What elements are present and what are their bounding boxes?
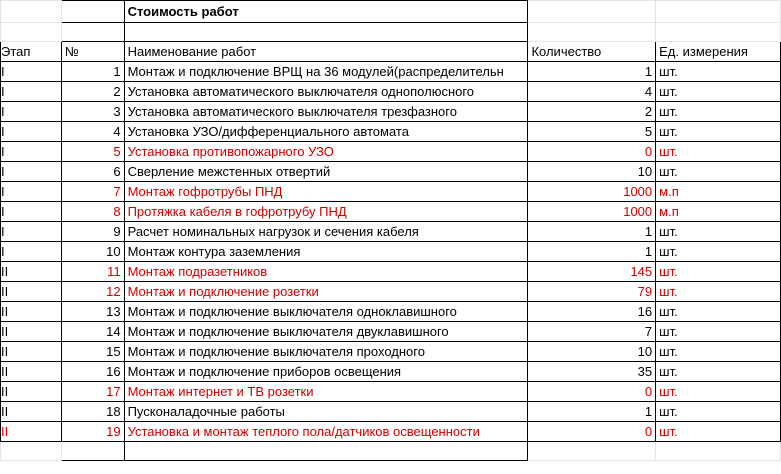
cell-name[interactable]: Монтаж и подключение выключателя одноклавишного (124, 302, 528, 322)
cell-stage[interactable]: I (1, 62, 62, 82)
cell-name[interactable]: Установка автоматического выключателя трезфазного (124, 102, 528, 122)
table-row (1, 222, 781, 242)
cell-unit[interactable]: шт. (656, 322, 781, 342)
cell-unit[interactable]: шт. (656, 122, 781, 142)
cell-name[interactable]: Установка и монтаж теплого пола/датчиков освещенности (124, 422, 528, 442)
table-row (1, 422, 781, 442)
title-row (1, 1, 781, 23)
cell[interactable] (656, 1, 781, 23)
cell-name[interactable]: Монтаж гофротрубы ПНД (124, 182, 528, 202)
cell-num[interactable]: 4 (61, 122, 124, 142)
cell-stage[interactable]: I (1, 82, 62, 102)
cell-num[interactable]: 18 (61, 402, 124, 422)
cell-qty[interactable]: 1 (528, 402, 656, 422)
cell-unit[interactable]: шт. (656, 102, 781, 122)
cell-stage[interactable]: I (1, 222, 62, 242)
cell-num[interactable]: 19 (61, 422, 124, 442)
cell-num[interactable]: 6 (61, 162, 124, 182)
cell-unit[interactable]: шт. (656, 422, 781, 442)
empty-row (1, 442, 781, 461)
cell-num[interactable]: 2 (61, 82, 124, 102)
cell-stage[interactable]: I (1, 142, 62, 162)
cell-num[interactable]: 10 (61, 242, 124, 262)
table-row (1, 402, 781, 422)
cell[interactable] (1, 442, 62, 461)
table-row (1, 242, 781, 262)
cell-qty[interactable]: 1 (528, 242, 656, 262)
cell-qty[interactable]: 145 (528, 262, 656, 282)
cell-stage[interactable]: I (1, 202, 62, 222)
cell-unit[interactable]: м.п (656, 202, 781, 222)
cell-name[interactable]: Монтаж и подключение выключателя двуклавишного (124, 322, 528, 342)
header-row (1, 42, 781, 62)
header-qty[interactable]: Количество (528, 42, 656, 62)
table-row (1, 342, 781, 362)
cell-stage[interactable]: I (1, 122, 62, 142)
cell-stage[interactable]: I (1, 162, 62, 182)
table-row (1, 362, 781, 382)
cell[interactable] (124, 442, 528, 461)
cell-unit[interactable]: шт. (656, 342, 781, 362)
cell-num[interactable]: 3 (61, 102, 124, 122)
table-row (1, 62, 781, 82)
cell-name[interactable]: Установка автоматического выключателя однополюсного (124, 82, 528, 102)
cell-stage[interactable]: II (1, 302, 62, 322)
cell-unit[interactable]: м.п (656, 182, 781, 202)
cell-qty[interactable]: 35 (528, 362, 656, 382)
cell-qty[interactable]: 2 (528, 102, 656, 122)
cell-qty[interactable]: 1000 (528, 182, 656, 202)
cell-stage[interactable]: II (1, 362, 62, 382)
cell-stage[interactable]: II (1, 322, 62, 342)
cell-qty[interactable]: 5 (528, 122, 656, 142)
cell-name[interactable]: Установка УЗО/дифференциального автомата (124, 122, 528, 142)
cell-stage[interactable]: I (1, 242, 62, 262)
sheet-title[interactable]: Стоимость работ (124, 1, 528, 23)
table-row (1, 182, 781, 202)
cell[interactable] (528, 1, 656, 23)
cell-name[interactable]: Монтаж интернет и ТВ розетки (124, 382, 528, 402)
cell-stage[interactable]: II (1, 422, 62, 442)
cell-stage[interactable]: II (1, 282, 62, 302)
cell-name[interactable]: Установка противопожарного УЗО (124, 142, 528, 162)
header-name[interactable]: Наименование работ (124, 42, 528, 62)
cell[interactable] (124, 23, 528, 42)
cell-unit[interactable]: шт. (656, 242, 781, 262)
table-row (1, 82, 781, 102)
cell-name[interactable]: Сверление межстенных отвертий (124, 162, 528, 182)
cell-qty[interactable]: 16 (528, 302, 656, 322)
cell-num[interactable]: 14 (61, 322, 124, 342)
cell-unit[interactable]: шт. (656, 402, 781, 422)
cell-num[interactable]: 7 (61, 182, 124, 202)
cell-unit[interactable]: шт. (656, 282, 781, 302)
cell-qty[interactable]: 1000 (528, 202, 656, 222)
cell-name[interactable]: Монтаж контура заземления (124, 242, 528, 262)
cell-unit[interactable]: шт. (656, 142, 781, 162)
cell-name[interactable]: Протяжка кабеля в гофротрубу ПНД (124, 202, 528, 222)
spacer-row (1, 23, 781, 42)
table-row (1, 262, 781, 282)
cell-stage[interactable]: I (1, 102, 62, 122)
cell[interactable] (1, 1, 62, 23)
table-row (1, 102, 781, 122)
cell[interactable] (656, 23, 781, 42)
cell-num[interactable]: 5 (61, 142, 124, 162)
cell-num[interactable]: 17 (61, 382, 124, 402)
header-stage[interactable]: Этап (1, 42, 62, 62)
cell-name[interactable]: Расчет номинальных нагрузок и сечения кабеля (124, 222, 528, 242)
cell[interactable] (1, 23, 62, 42)
cell-qty[interactable]: 0 (528, 142, 656, 162)
cell-name[interactable]: Монтаж и подключение приборов освещения (124, 362, 528, 382)
cell-qty[interactable]: 7 (528, 322, 656, 342)
cell-unit[interactable]: шт. (656, 382, 781, 402)
cell-unit[interactable]: шт. (656, 262, 781, 282)
header-unit[interactable]: Ед. измерения (656, 42, 781, 62)
cell-name[interactable]: Монтаж и подключение выключателя проходного (124, 342, 528, 362)
cell-num[interactable]: 16 (61, 362, 124, 382)
cell-stage[interactable]: I (1, 182, 62, 202)
cell[interactable] (61, 442, 124, 461)
cell-num[interactable]: 15 (61, 342, 124, 362)
table-row (1, 302, 781, 322)
cell-num[interactable]: 8 (61, 202, 124, 222)
cell[interactable] (528, 442, 656, 461)
cell-qty[interactable]: 1 (528, 222, 656, 242)
cell-stage[interactable]: II (1, 262, 62, 282)
cell-unit[interactable]: шт. (656, 302, 781, 322)
cell-num[interactable]: 9 (61, 222, 124, 242)
cell-qty[interactable]: 4 (528, 82, 656, 102)
cell-name[interactable]: Монтаж и подключение ВРЩ на 36 модулей(распределительн (124, 62, 528, 82)
cell[interactable] (61, 1, 124, 23)
cell-qty[interactable]: 0 (528, 422, 656, 442)
cell-qty[interactable]: 79 (528, 282, 656, 302)
cell-name[interactable]: Монтаж подразетников (124, 262, 528, 282)
cell-num[interactable]: 11 (61, 262, 124, 282)
cell-qty[interactable]: 1 (528, 62, 656, 82)
cell-qty[interactable]: 10 (528, 342, 656, 362)
cell-qty[interactable]: 0 (528, 382, 656, 402)
cell-stage[interactable]: II (1, 342, 62, 362)
cell[interactable] (528, 23, 656, 42)
cell-unit[interactable]: шт. (656, 162, 781, 182)
table-row (1, 162, 781, 182)
table-row (1, 202, 781, 222)
cell-unit[interactable]: шт. (656, 362, 781, 382)
cell[interactable] (61, 23, 124, 42)
cell-name[interactable]: Пусконаладочные работы (124, 402, 528, 422)
cell-num[interactable]: 12 (61, 282, 124, 302)
cell-stage[interactable]: II (1, 382, 62, 402)
table-row (1, 382, 781, 402)
cell-num[interactable]: 1 (61, 62, 124, 82)
header-num[interactable]: № (61, 42, 124, 62)
cell-unit[interactable]: шт. (656, 222, 781, 242)
cell-unit[interactable]: шт. (656, 82, 781, 102)
table-row (1, 282, 781, 302)
table-row (1, 122, 781, 142)
cell-num[interactable]: 13 (61, 302, 124, 322)
table-row (1, 142, 781, 162)
cell-name[interactable]: Монтаж и подключение розетки (124, 282, 528, 302)
cell-unit[interactable]: шт. (656, 62, 781, 82)
cell-qty[interactable]: 10 (528, 162, 656, 182)
cell[interactable] (656, 442, 781, 461)
cell-stage[interactable]: II (1, 402, 62, 422)
table-row (1, 322, 781, 342)
